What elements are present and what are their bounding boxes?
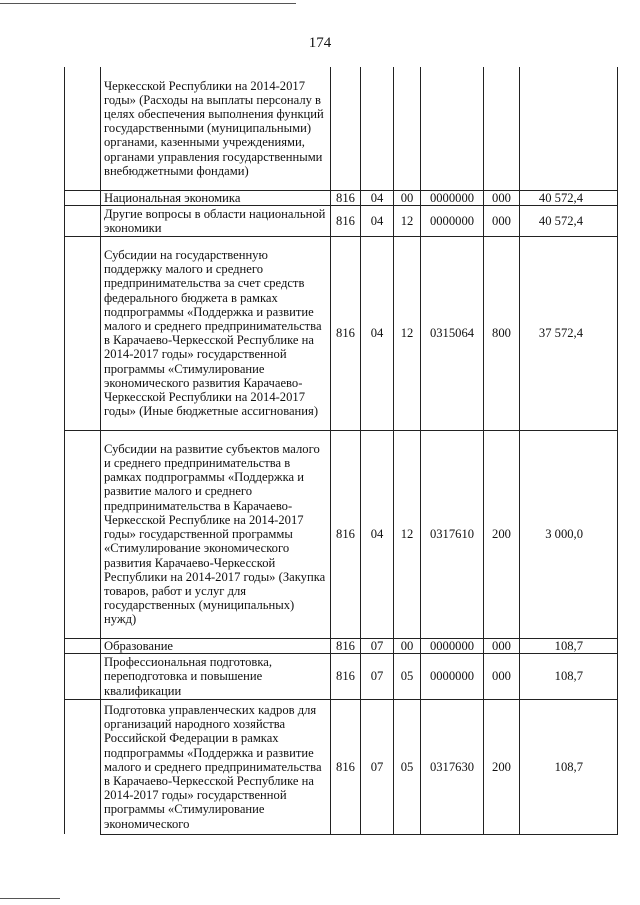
row-margin-cell: [65, 190, 101, 205]
cell-pr: [394, 67, 421, 190]
top-edge-line: [0, 3, 296, 4]
cell-sum: 37 572,4: [520, 236, 618, 430]
cell-sum: [520, 67, 618, 190]
cell-vr: 000: [484, 638, 520, 653]
budget-table: [64, 67, 618, 835]
cell-pr: 12: [394, 430, 421, 638]
cell-sum: 40 572,4: [520, 190, 618, 205]
cell-vr: [484, 67, 520, 190]
row-name: Профессиональная подготовка, переподготовка и повышение квалификации: [101, 653, 331, 699]
cell-pr: 12: [394, 205, 421, 236]
row-margin-cell: [65, 67, 101, 190]
cell-csr: 0315064: [421, 236, 484, 430]
cell-csr: 0000000: [421, 205, 484, 236]
cell-pr: 00: [394, 190, 421, 205]
table-row: [65, 236, 618, 430]
row-name: Субсидии на государственную поддержку малого и среднего предпринимательства за счет средств федерального бюджета в рамках подпрограммы «Поддержка и развитие малого и среднего предпринимательства в Карачаево-Черкесской Республике на 2014-2017 годы» государственной программы «Стимулирование экономического развития Карачаево-Черкесской Республики на 2014-2017 годы» (Иные бюджетные ассигнования): [101, 236, 331, 430]
cell-ved: 816: [331, 699, 361, 834]
cell-csr: 0317630: [421, 699, 484, 834]
table-row: [65, 430, 618, 638]
row-name: Национальная экономика: [101, 190, 331, 205]
row-margin-cell: [65, 236, 101, 430]
cell-vr: 800: [484, 236, 520, 430]
cell-ved: 816: [331, 190, 361, 205]
cell-vr: 000: [484, 205, 520, 236]
cell-sum: 40 572,4: [520, 205, 618, 236]
cell-rz: [361, 67, 394, 190]
cell-csr: [421, 67, 484, 190]
cell-rz: 04: [361, 430, 394, 638]
cell-csr: 0317610: [421, 430, 484, 638]
cell-rz: 07: [361, 653, 394, 699]
cell-rz: 04: [361, 236, 394, 430]
row-name: Черкесской Республики на 2014-2017 годы» (Расходы на выплаты персоналу в целях обеспечения выполнения функций государственными (муниципальными) органами, казенными учреждениями, органами управления государственными внебюджетными фондами): [101, 67, 331, 190]
cell-ved: 816: [331, 638, 361, 653]
row-margin-cell: [65, 205, 101, 236]
cell-sum: 108,7: [520, 653, 618, 699]
row-name: Образование: [101, 638, 331, 653]
cell-ved: 816: [331, 236, 361, 430]
cell-vr: 000: [484, 190, 520, 205]
cell-rz: 07: [361, 638, 394, 653]
row-margin-cell: [65, 638, 101, 653]
cell-csr: 0000000: [421, 638, 484, 653]
cell-sum: 3 000,0: [520, 430, 618, 638]
row-margin-cell: [65, 430, 101, 638]
cell-sum: 108,7: [520, 638, 618, 653]
row-margin-cell: [65, 653, 101, 699]
cell-rz: 04: [361, 205, 394, 236]
table-row: [65, 653, 618, 699]
table-row: [65, 699, 618, 834]
cell-sum: 108,7: [520, 699, 618, 834]
cell-rz: 07: [361, 699, 394, 834]
cell-vr: 000: [484, 653, 520, 699]
cell-pr: 05: [394, 653, 421, 699]
row-name: Подготовка управленческих кадров для организаций народного хозяйства Российской Федерации в рамках подпрограммы «Поддержка и развитие малого и среднего предпринимательства в Карачаево-Черкесской Республике на 2014-2017 годы» государственной программы «Стимулирование экономического: [101, 699, 331, 834]
cell-pr: 12: [394, 236, 421, 430]
cell-vr: 200: [484, 699, 520, 834]
cell-vr: 200: [484, 430, 520, 638]
table-row: [65, 190, 618, 205]
cell-ved: 816: [331, 430, 361, 638]
table-row: [65, 205, 618, 236]
cell-ved: 816: [331, 653, 361, 699]
row-name: Субсидии на развитие субъектов малого и среднего предпринимательства в рамках подпрограммы «Поддержка и развитие малого и среднего предпринимательства в Карачаево-Черкесской Республике на 2014-2017 годы» государственной программы «Стимулирование экономического развития Карачаево-Черкесской Республики на 2014-2017 годы» (Закупка товаров, работ и услуг для государственных (муниципальных) нужд): [101, 430, 331, 638]
cell-csr: 0000000: [421, 653, 484, 699]
table-row: [65, 638, 618, 653]
cell-csr: 0000000: [421, 190, 484, 205]
cell-ved: [331, 67, 361, 190]
page-number: 174: [308, 35, 332, 51]
table-row: [65, 67, 618, 190]
cell-rz: 04: [361, 190, 394, 205]
row-name: Другие вопросы в области национальной экономики: [101, 205, 331, 236]
cell-pr: 00: [394, 638, 421, 653]
row-margin-cell: [65, 699, 101, 834]
bottom-edge-line: [0, 898, 60, 899]
cell-pr: 05: [394, 699, 421, 834]
cell-ved: 816: [331, 205, 361, 236]
